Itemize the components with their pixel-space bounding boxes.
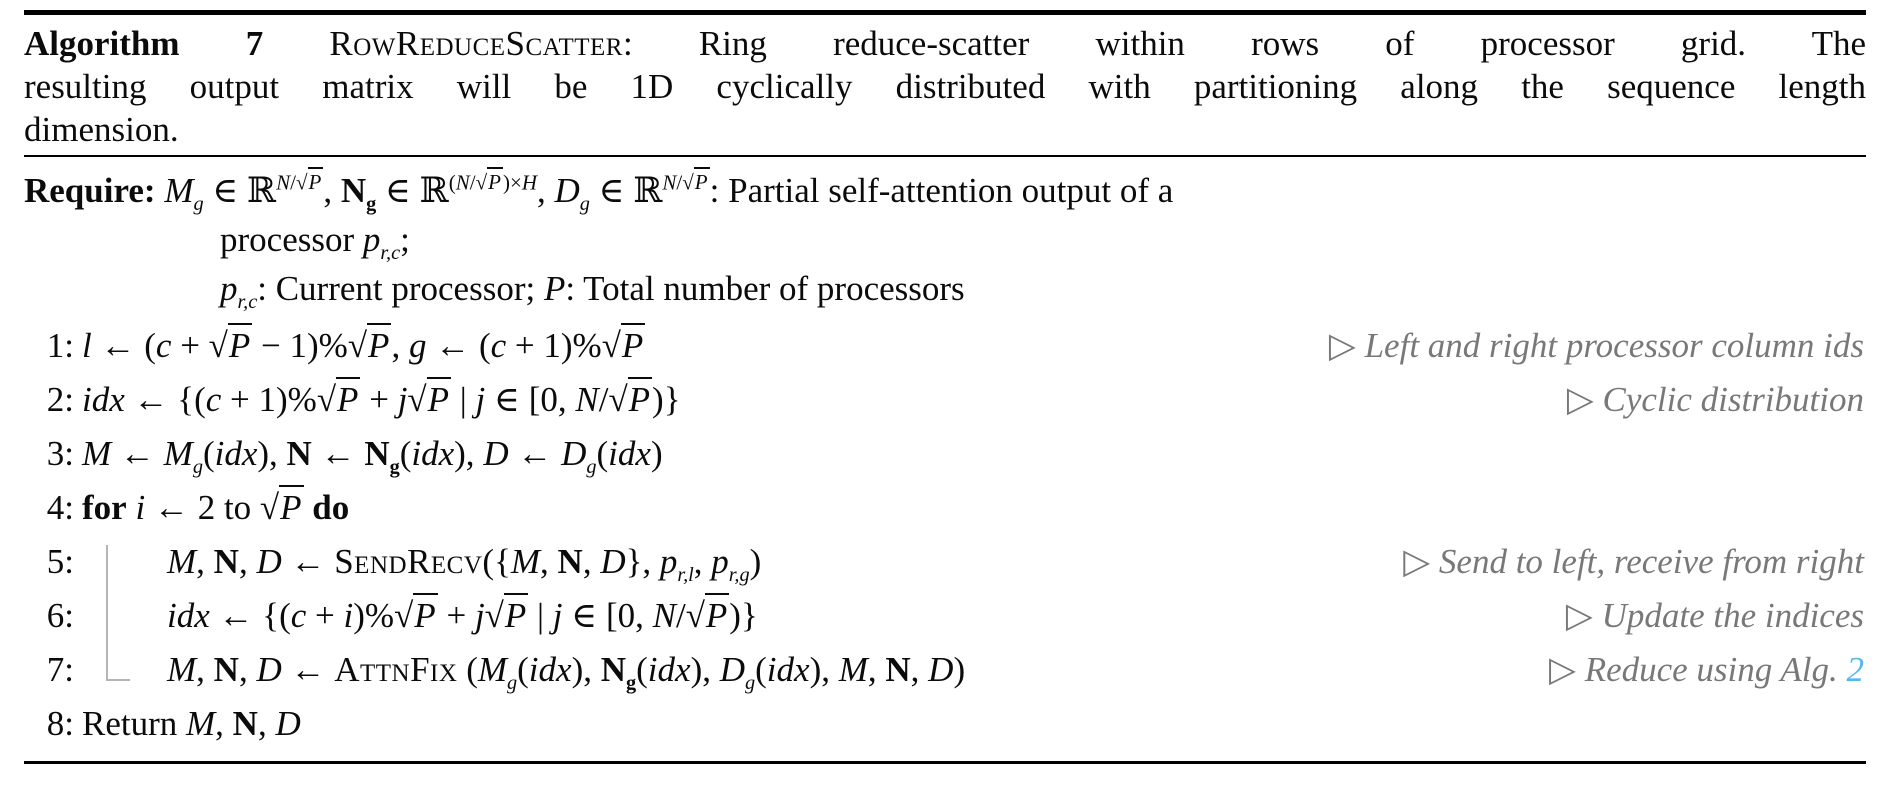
algo-line-7 (24, 643, 1866, 697)
require-line-1: Require: $M_g$ ∈ ℝ$^{N/√P}$, $N_g$ ∈ ℝ$^{(N/√P)\times H}$, $D_g$ ∈ ℝ$^{N/√P}$: Partial self-attention output of a (24, 166, 1866, 215)
algorithm-body (24, 319, 1866, 751)
algo-line-3 (24, 427, 1866, 481)
algo-line-2 (24, 373, 1866, 427)
caption-divider-rule (24, 155, 1866, 157)
caption-line-1: Algorithm 7 RowReduceScatter: Ring reduce-scatter within rows of processor grid. The (24, 24, 1866, 63)
algorithm-caption (24, 22, 1866, 151)
line-code: for i ← 2 to √P do (82, 481, 349, 535)
require-block (24, 166, 1866, 313)
line-comment: ▷ Send to left, receive from right (1403, 542, 1864, 581)
line-number: 1: (46, 326, 74, 365)
line-code: Return M, N, D (82, 704, 301, 743)
line-code: M ← $M_g(idx)$, N ← $N_g(idx)$, D ← $D_g(idx)$ (82, 434, 663, 478)
line-code: M, N, D ← AttnFix ($M_g(idx)$, $N_g(idx)$, $D_g(idx)$, M, N, D) (167, 650, 966, 694)
line-number: 7: (46, 650, 74, 689)
require-line-2: processor $p_{r,c}$; (220, 220, 410, 264)
line-code: l ← (c + √P − 1)%√P, g ← (c + 1)%√P (82, 319, 645, 373)
caption-line-3: dimension. (24, 110, 179, 149)
line-number: 3: (46, 434, 74, 473)
line-number: 2: (46, 380, 74, 419)
line-code: idx ← {(c + 1)%√P + j√P | j ∈ [0, N/√P)} (82, 373, 681, 427)
caption-line-2: resulting output matrix will be 1D cyclically distributed with partitioning along the sequence length (24, 67, 1866, 106)
line-comment: ▷ Update the indices (1565, 596, 1864, 635)
line-comment: ▷ Reduce using Alg. 2 (1549, 650, 1864, 689)
algorithm-2-link[interactable]: 2 (1846, 650, 1864, 689)
line-number: 8: (46, 704, 74, 743)
line-comment: ▷ Cyclic distribution (1566, 380, 1864, 419)
line-number: 6: (46, 596, 74, 635)
algo-line-5 (24, 535, 1866, 589)
line-number: 4: (46, 488, 74, 527)
algo-line-8 (24, 697, 1866, 751)
for-loop-body-bracket (24, 535, 1866, 697)
bottom-rule (24, 761, 1866, 764)
require-line-3: $p_{r,c}$: Current processor; P: Total number of processors (220, 269, 965, 313)
top-rule (24, 10, 1866, 15)
line-comment: ▷ Left and right processor column ids (1328, 326, 1864, 365)
algo-line-4 (24, 481, 1866, 535)
line-code: M, N, D ← SendRecv({M, N, D}, $p_{r,l}$, $p_{r,g}$) (167, 542, 762, 586)
algo-line-6 (24, 589, 1866, 643)
algo-line-1 (24, 319, 1866, 373)
line-code: idx ← {(c + i)%√P + j√P | j ∈ [0, N/√P)} (82, 589, 758, 643)
line-number: 5: (46, 542, 74, 581)
